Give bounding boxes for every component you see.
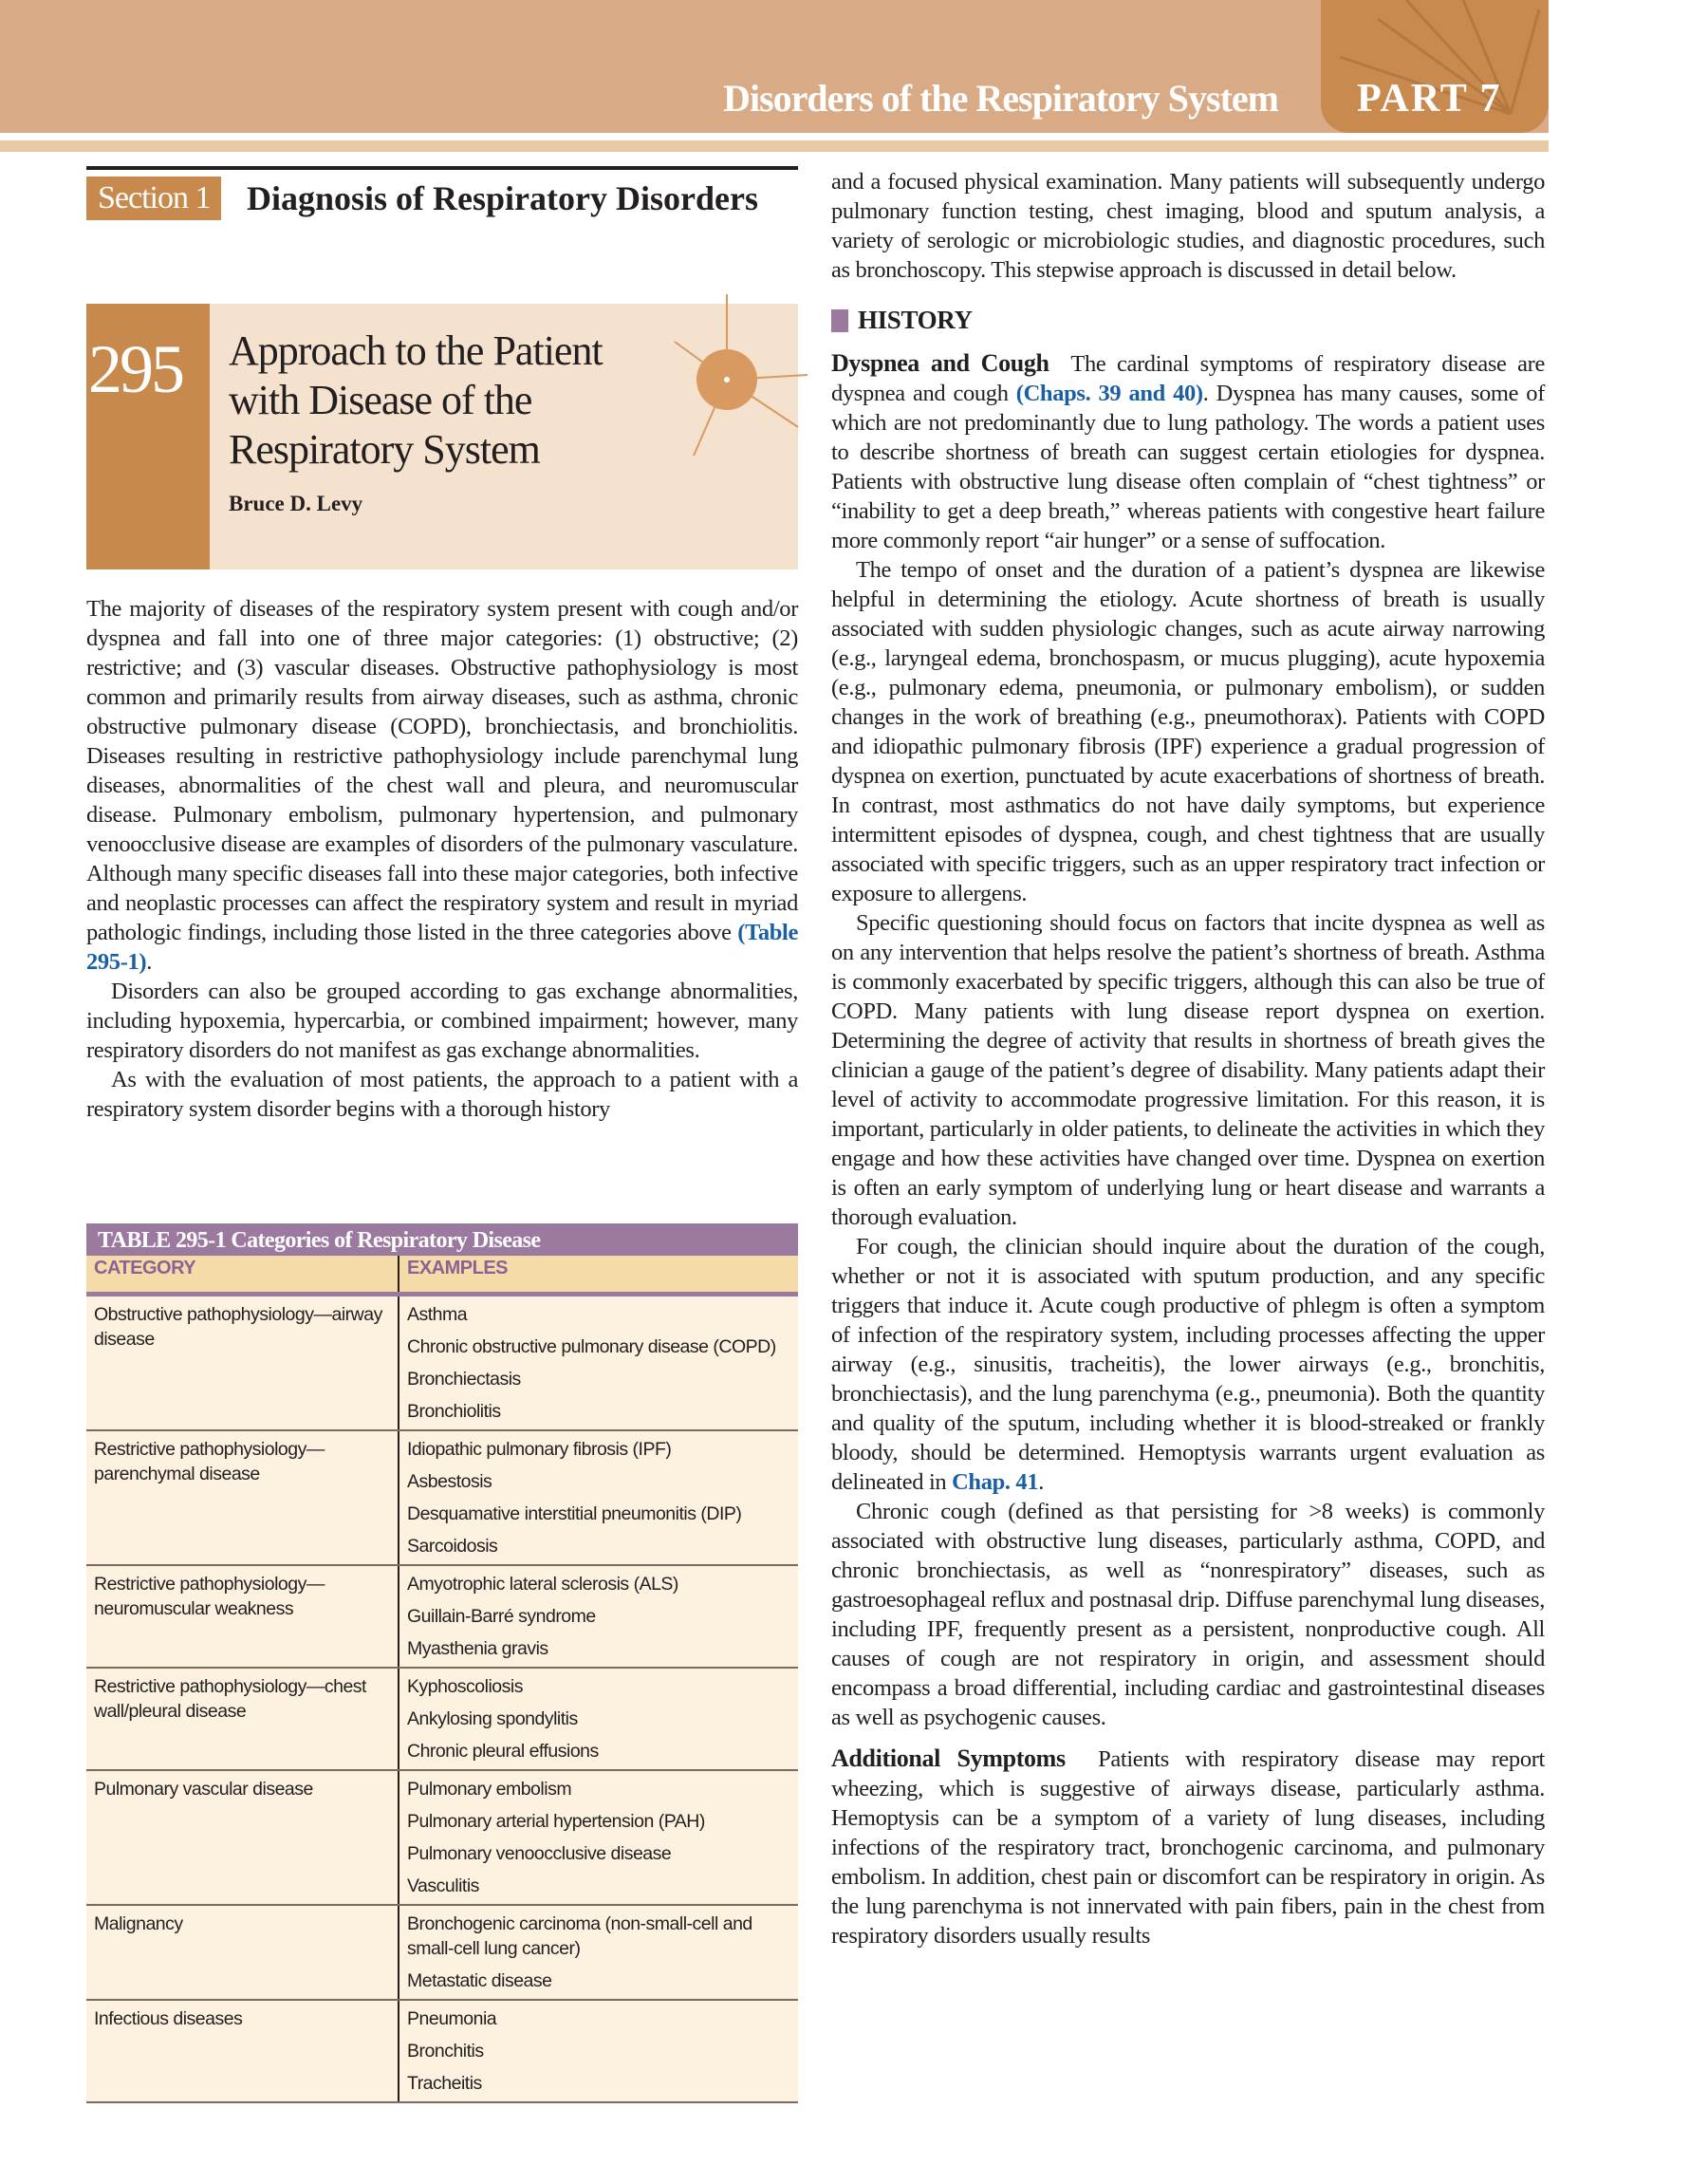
category-cell: Obstructive pathophysiology—airway disease — [86, 1297, 399, 1429]
category-cell: Restrictive pathophysiology—neuromuscular weakness — [86, 1566, 399, 1667]
example-item: Sarcoidosis — [407, 1536, 498, 1557]
left-column — [86, 594, 798, 1124]
paragraph-text: Patients with respiratory disease may report wheezing, which is suggestive of airways disease, particularly asthma. Hemoptysis can be a symptom of a variety of lung diseases, including infections of the respiratory tract, bronchogenic carcinoma, and pulmonary embolism. In addition, chest pain or discomfort can be respiratory in origin. As the lung parenchyma is not innervated with pain fibers, pain in the chest from respiratory disorders usually results — [831, 1746, 1550, 1949]
examples-cell — [399, 1297, 798, 1429]
example-item: Vasculitis — [407, 1875, 479, 1896]
table-body — [86, 1297, 798, 2103]
example-item: Bronchiectasis — [407, 1369, 521, 1390]
category-cell: Malignancy — [86, 1906, 399, 1999]
example-item: Metastatic disease — [407, 1970, 552, 1991]
paragraph-text: . Dyspnea has many causes, some of which are not predominantly due to lung pathology. The words a patient uses to describe shortness of breath can suggest certain etiologies for dyspnea. Patients with obstructive lung disease often complain of “chest tightness” or “inability to get a deep breath,” whereas patients with congestive heart failure more commonly report “air hunger” or a sense of suffocation. — [831, 381, 1546, 553]
paragraph: Chronic cough (defined as that persisting for >8 weeks) is commonly associated with obstructive lung diseases, particularly asthma, COPD, and chronic bronchiectasis, as well as “nonrespiratory” diseases, such as gastroesophageal reflux and postnasal drip. Diffuse parenchymal lung diseases, including IPF, frequently present as a persistent, nonproductive cough. All causes of cough are not respiratory in origin, and assessment should encompass a broad differential, including cardiac and gastrointestinal diseases as well as psychogenic causes. — [831, 1499, 1545, 1730]
section-title: Diagnosis of Respiratory Disorders — [247, 179, 758, 217]
table-title: TABLE 295-1 Categories of Respiratory Disease — [86, 1223, 798, 1256]
run-in-heading: Dyspnea and Cough — [831, 349, 1049, 377]
table-row — [86, 1669, 798, 1771]
example-item: Chronic pleural effusions — [407, 1741, 599, 1762]
header-stripe — [0, 140, 1549, 152]
paragraph — [831, 1744, 1550, 1950]
example-item: Idiopathic pulmonary fibrosis (IPF) — [407, 1439, 672, 1460]
splatter-decoration-icon — [656, 285, 817, 475]
paragraph — [831, 348, 1550, 555]
paragraph — [831, 1232, 1545, 1497]
example-item: Pulmonary embolism — [407, 1779, 572, 1800]
paragraph-text: The majority of diseases of the respiratory system present with cough and/or dyspnea and fall into one of three major categories: (1) obstructive; (2) restrictive; and (3) vascular diseases. Obstructive pathophysiology is most common and primarily results from airway diseases, such as asthma, chronic obstructive pulmonary disease (COPD), bronchiectasis, and bronchiolitis. Diseases resulting in restrictive pathophysiology include parenchymal lung diseases, abnormalities of the chest wall and pleura, and neuromuscular disease. Pulmonary embolism, pulmonary hypertension, and pulmonary venoocclusive disease are examples of disorders of the pulmonary vasculature. Although many specific diseases fall into these major categories, both infective and neoplastic processes can affect the respiratory system and result in myriad pathologic findings, including those listed in the three categories above — [86, 596, 798, 945]
example-item: Desquamative interstitial pneumonitis (DIP) — [407, 1503, 742, 1524]
example-item: Kyphoscoliosis — [407, 1676, 523, 1697]
example-item: Asbestosis — [407, 1471, 492, 1492]
paragraph: and a focused physical examination. Many patients will subsequently undergo pulmonary function testing, chest imaging, blood and sputum analysis, a variety of serologic or microbiologic studies, and diagnostic procedures, such as bronchoscopy. This stepwise approach is discussed in detail below. — [831, 169, 1545, 283]
chapters-link[interactable]: (Chaps. 39 and 40) — [1015, 381, 1203, 406]
chapter-title: Approach to the Patient with Disease of the Respiratory System — [229, 327, 603, 473]
table-row — [86, 1431, 798, 1566]
chapter-link[interactable]: Chap. 41 — [952, 1469, 1039, 1495]
paragraph: Disorders can also be grouped according to gas exchange abnormalities, including hypoxemia, hypercarbia, or combined impairment; however, many respiratory disorders do not manifest as gas exchange abnormalities. — [86, 979, 798, 1063]
section-heading — [831, 306, 1545, 335]
heading-text: HISTORY — [858, 306, 973, 334]
table-link[interactable]: (Table 295-1) — [86, 920, 798, 975]
example-item: Pulmonary venoocclusive disease — [407, 1843, 672, 1864]
table-header-row — [86, 1256, 798, 1297]
examples-cell — [399, 1431, 798, 1564]
paragraph-text: . — [146, 949, 152, 975]
part-title: Disorders of the Respiratory System — [723, 77, 1278, 120]
section-rule — [86, 166, 798, 170]
column-header-examples: EXAMPLES — [407, 1258, 509, 1278]
column-header-category: CATEGORY — [86, 1256, 399, 1292]
paragraph — [86, 594, 798, 977]
table-row — [86, 1297, 798, 1431]
section-label: Section 1 — [86, 177, 221, 220]
examples-cell — [399, 1771, 798, 1904]
example-item: Guillain-Barré syndrome — [407, 1606, 596, 1627]
example-item: Amyotrophic lateral sclerosis (ALS) — [407, 1574, 678, 1595]
category-cell: Infectious diseases — [86, 2001, 399, 2101]
paragraph-text: The cardinal symptoms of respiratory disease are dyspnea and cough — [831, 351, 1550, 406]
part-number: PART 7 — [1357, 77, 1502, 121]
table-row — [86, 1771, 798, 1906]
table-row — [86, 1906, 798, 2001]
heading-square-icon — [831, 309, 848, 332]
example-item: Bronchitis — [407, 2041, 484, 2062]
table-row — [86, 1566, 798, 1669]
category-cell: Restrictive pathophysiology—chest wall/pleural disease — [86, 1669, 399, 1769]
example-item: Ankylosing spondylitis — [407, 1708, 578, 1729]
paragraph: The tempo of onset and the duration of a patient’s dyspnea are likewise helpful in determining the etiology. Acute shortness of breath is usually associated with sudden physiologic changes, such as acute airway narrowing (e.g., laryngeal edema, bronchospasm, or mucus plugging), acute hypoxemia (e.g., pulmonary edema, pneumonia, or pulmonary embolism), or sudden changes in the work of breathing (e.g., pneumothorax). Patients with COPD and idiopathic pulmonary fibrosis (IPF) experience a gradual progression of dyspnea on exertion, punctuated by acute exacerbations of shortness of breath. In contrast, most asthmatics do not have daily symptoms, but experience intermittent episodes of dyspnea, cough, and chest tightness that are usually associated with specific triggers, such as an upper respiratory tract infection or exposure to allergens. — [831, 557, 1545, 906]
paragraph: Specific questioning should focus on factors that incite dyspnea as well as on any intervention that helps resolve the patient’s shortness of breath. Asthma is commonly exacerbated by specific triggers, although this can also be true of COPD. Many patients with lung disease report dyspnea on exertion. Determining the degree of activity that results in shortness of breath gives the clinician a gauge of the patient’s degree of disability. Many patients adapt their level of activity to accommodate progressive limitation. For this reason, it is important, particularly in older patients, to delineate the activities in which they engage and how these activities have changed over time. Dyspnea on exertion is often an early symptom of underlying lung or heart disease and warrants a thorough evaluation. — [831, 910, 1545, 1230]
example-item: Tracheitis — [407, 2073, 482, 2094]
examples-cell — [399, 1669, 798, 1769]
example-item: Myasthenia gravis — [407, 1638, 548, 1659]
chapter-number: 295 — [88, 331, 182, 407]
table-row — [86, 2001, 798, 2103]
example-item: Chronic obstructive pulmonary disease (COPD) — [407, 1336, 776, 1357]
paragraph-text: . — [1038, 1469, 1045, 1495]
chapter-opener — [86, 304, 798, 569]
category-cell: Pulmonary vascular disease — [86, 1771, 399, 1904]
example-item: Asthma — [407, 1304, 468, 1325]
examples-cell — [399, 1906, 798, 1999]
examples-cell — [399, 2001, 798, 2101]
example-item: Pneumonia — [407, 2008, 497, 2029]
paragraph: As with the evaluation of most patients, the approach to a patient with a respiratory system disorder begins with a thorough history — [86, 1067, 798, 1122]
example-item: Bronchiolitis — [407, 1401, 501, 1422]
chapter-author: Bruce D. Levy — [229, 492, 363, 515]
example-item: Bronchogenic carcinoma (non-small-cell and small-cell lung cancer) — [407, 1913, 752, 1959]
run-in-heading: Additional Symptoms — [831, 1745, 1066, 1772]
part-tab — [1321, 0, 1549, 133]
category-cell: Restrictive pathophysiology—parenchymal disease — [86, 1431, 399, 1564]
page-header-band — [0, 0, 1549, 133]
categories-table — [86, 1223, 798, 2103]
example-item: Pulmonary arterial hypertension (PAH) — [407, 1811, 705, 1832]
chapter-number-column — [86, 304, 210, 569]
right-column — [831, 167, 1550, 1950]
examples-cell — [399, 1566, 798, 1667]
paragraph-text: For cough, the clinician should inquire about the duration of the cough, whether or not it is associated with sputum production, and any specific triggers that induce it. Acute cough productive of phlegm is often a symptom of infection of the respiratory system, including processes affecting the upper airway (e.g., sinusitis, tracheitis), the lower airways (e.g., bronchitis, bronchiectasis), and the lung parenchyma (e.g., pneumonia). Both the quantity and quality of the sputum, including whether it is blood-streaked or frankly bloody, should be determined. Hemoptysis warrants urgent evaluation as delineated in — [831, 1234, 1545, 1495]
